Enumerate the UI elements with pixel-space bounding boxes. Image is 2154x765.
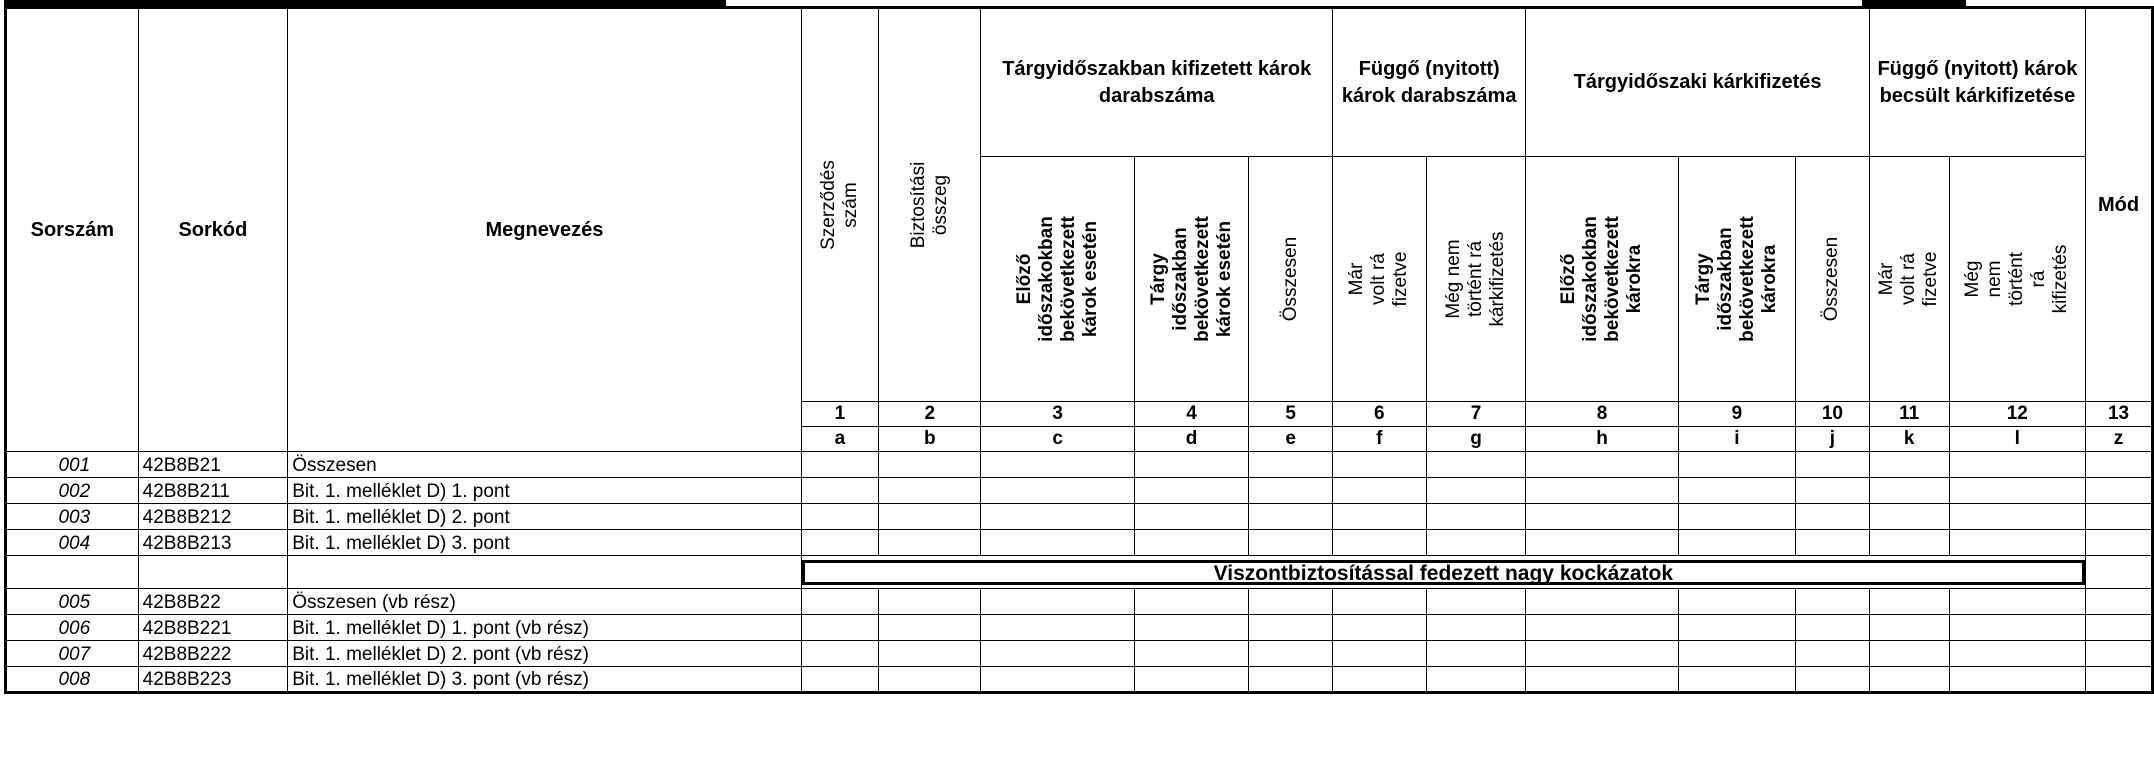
subheader [981, 157, 1134, 402]
row-sorkod: 42B8B21 [138, 452, 288, 478]
col-number: 13 [2086, 402, 2153, 427]
data-cell[interactable] [981, 530, 1134, 556]
col-number: 7 [1426, 402, 1526, 427]
col-letter: j [1796, 427, 1870, 452]
data-cell[interactable] [1796, 452, 1870, 478]
data-cell[interactable] [1869, 504, 1949, 530]
row-sorszam: 007 [6, 641, 139, 667]
data-cell[interactable] [1869, 530, 1949, 556]
col-number: 10 [1796, 402, 1870, 427]
data-cell[interactable] [1526, 615, 1678, 641]
row-sorkod: 42B8B213 [138, 530, 288, 556]
data-cell[interactable] [1949, 589, 2086, 615]
data-cell[interactable] [1949, 615, 2086, 641]
table-row [6, 615, 2153, 641]
header-megnevezes: Megnevezés [288, 8, 801, 452]
subheader-text: Tárgy időszakban bekövetkezett károkra [1692, 216, 1780, 342]
col-letter: z [2086, 427, 2153, 452]
data-cell[interactable] [1526, 530, 1678, 556]
data-cell[interactable] [1678, 530, 1795, 556]
subheader [1332, 157, 1426, 402]
row-megnevezes: Bit. 1. melléklet D) 2. pont [288, 504, 801, 530]
data-cell[interactable] [801, 452, 879, 478]
data-cell[interactable] [1949, 478, 2086, 504]
table-row [6, 452, 2153, 478]
data-cell[interactable] [1249, 641, 1333, 667]
table-row [6, 530, 2153, 556]
data-cell[interactable] [1869, 641, 1949, 667]
data-cell[interactable] [981, 452, 1134, 478]
data-cell[interactable] [2086, 530, 2153, 556]
data-cell[interactable] [1134, 452, 1249, 478]
row-megnevezes: Bit. 1. melléklet D) 2. pont (vb rész) [288, 641, 801, 667]
row-sorkod: 42B8B211 [138, 478, 288, 504]
row-megnevezes: Bit. 1. melléklet D) 3. pont [288, 530, 801, 556]
data-cell[interactable] [1249, 615, 1333, 641]
band-blank [6, 556, 139, 589]
subheader [1134, 157, 1249, 402]
data-cell[interactable] [1249, 478, 1333, 504]
data-cell[interactable] [1134, 504, 1249, 530]
data-cell[interactable] [879, 589, 981, 615]
col-letter: e [1249, 427, 1333, 452]
header-szerzodes-text: Szerződés szám [817, 160, 861, 250]
subheader [1426, 157, 1526, 402]
col-number: 5 [1249, 402, 1333, 427]
header-sorkod: Sorkód [138, 8, 288, 452]
header-sorszam: Sorszám [6, 8, 139, 452]
data-cell[interactable] [1869, 452, 1949, 478]
header-biztositasi [879, 8, 981, 402]
header-group-payment: Tárgyidőszaki kárkifizetés [1526, 8, 1869, 157]
section-band-title: Viszontbiztosítással fedezett nagy kockázatok [802, 560, 2085, 585]
band-blank [138, 556, 288, 589]
data-cell[interactable] [2086, 452, 2153, 478]
data-cell[interactable] [2086, 615, 2153, 641]
col-letter: k [1869, 427, 1949, 452]
data-cell[interactable] [1869, 667, 1949, 693]
col-letter: i [1678, 427, 1795, 452]
row-sorszam: 006 [6, 615, 139, 641]
data-cell[interactable] [1678, 589, 1795, 615]
col-number: 6 [1332, 402, 1426, 427]
data-cell[interactable] [1134, 530, 1249, 556]
report-table [4, 6, 2154, 694]
data-cell[interactable] [1796, 641, 1870, 667]
data-cell[interactable] [879, 504, 981, 530]
data-cell[interactable] [1526, 667, 1678, 693]
data-cell[interactable] [2086, 641, 2153, 667]
data-cell[interactable] [1526, 641, 1678, 667]
data-cell[interactable] [1134, 667, 1249, 693]
data-cell[interactable] [1678, 667, 1795, 693]
data-cell[interactable] [1249, 504, 1333, 530]
row-sorkod: 42B8B222 [138, 641, 288, 667]
col-letter: b [879, 427, 981, 452]
data-cell[interactable] [1332, 530, 1426, 556]
col-letter: g [1426, 427, 1526, 452]
data-cell[interactable] [801, 667, 879, 693]
data-cell[interactable] [879, 641, 981, 667]
data-cell[interactable] [1249, 667, 1333, 693]
subheader [1949, 157, 2086, 402]
row-megnevezes: Bit. 1. melléklet D) 1. pont (vb rész) [288, 615, 801, 641]
data-cell[interactable] [1796, 530, 1870, 556]
subheader-text: Már volt rá fizetve [1876, 251, 1942, 307]
col-letter: h [1526, 427, 1678, 452]
data-cell[interactable] [1332, 452, 1426, 478]
data-cell[interactable] [1134, 641, 1249, 667]
data-cell[interactable] [1426, 667, 1526, 693]
data-cell[interactable] [1949, 452, 2086, 478]
row-sorszam: 001 [6, 452, 139, 478]
subheader-text: Előző időszakokban bekövetkezett károk esetén [1013, 216, 1101, 342]
data-cell[interactable] [1134, 615, 1249, 641]
subheader [1796, 157, 1870, 402]
data-cell[interactable] [981, 641, 1134, 667]
data-cell[interactable] [801, 478, 879, 504]
col-number: 4 [1134, 402, 1249, 427]
data-cell[interactable] [1249, 530, 1333, 556]
header-mod: Mód [2086, 8, 2153, 402]
data-cell[interactable] [1426, 452, 1526, 478]
header-group-paid-count: Tárgyidőszakban kifizetett károk darabszáma [981, 8, 1333, 157]
data-cell[interactable] [1678, 504, 1795, 530]
col-letter: c [981, 427, 1134, 452]
row-megnevezes: Bit. 1. melléklet D) 3. pont (vb rész) [288, 667, 801, 693]
data-cell[interactable] [879, 615, 981, 641]
subheader-text: Előző időszakokban bekövetkezett károkra [1558, 216, 1646, 342]
data-cell[interactable] [1134, 478, 1249, 504]
data-cell[interactable] [981, 589, 1134, 615]
row-sorszam: 005 [6, 589, 139, 615]
data-cell[interactable] [1332, 667, 1426, 693]
data-cell[interactable] [1526, 478, 1678, 504]
row-sorszam: 008 [6, 667, 139, 693]
col-letter: f [1332, 427, 1426, 452]
band-blank [288, 556, 801, 589]
data-cell[interactable] [1249, 589, 1333, 615]
data-cell[interactable] [1249, 452, 1333, 478]
subheader [1526, 157, 1678, 402]
data-cell[interactable] [1869, 589, 1949, 615]
subheader-text: Már volt rá fizetve [1346, 251, 1412, 307]
data-cell[interactable] [1134, 589, 1249, 615]
row-sorszam: 004 [6, 530, 139, 556]
section-band-row [6, 556, 2153, 589]
subheader-text: Összesen [1821, 236, 1843, 322]
data-cell[interactable] [1426, 615, 1526, 641]
subheader-text: Tárgy időszakban bekövetkezett károk esetén [1147, 216, 1235, 342]
data-cell[interactable] [1678, 452, 1795, 478]
subheader-text: Még nem történt rá kárkifizetés [1443, 231, 1509, 327]
data-cell[interactable] [879, 452, 981, 478]
data-cell[interactable] [1526, 589, 1678, 615]
col-letter: a [801, 427, 879, 452]
data-cell[interactable] [1796, 504, 1870, 530]
col-number: 1 [801, 402, 879, 427]
data-cell[interactable] [1332, 641, 1426, 667]
subheader-text: Még nem történt rá kifizetés [1962, 244, 2072, 314]
col-number: 8 [1526, 402, 1678, 427]
data-cell[interactable] [801, 530, 879, 556]
row-sorkod: 42B8B223 [138, 667, 288, 693]
data-cell[interactable] [2086, 667, 2153, 693]
data-cell[interactable] [1332, 615, 1426, 641]
header-szerzodes [801, 8, 879, 402]
header-biztositasi-text: Biztosítási összeg [907, 161, 951, 249]
data-cell[interactable] [1796, 478, 1870, 504]
data-cell[interactable] [801, 615, 879, 641]
data-cell[interactable] [1678, 615, 1795, 641]
col-letter: l [1949, 427, 2086, 452]
data-cell[interactable] [2086, 478, 2153, 504]
data-cell[interactable] [801, 504, 879, 530]
row-sorszam: 003 [6, 504, 139, 530]
data-cell[interactable] [1678, 641, 1795, 667]
data-cell[interactable] [1332, 504, 1426, 530]
data-cell[interactable] [879, 478, 981, 504]
data-cell[interactable] [1426, 589, 1526, 615]
row-sorszam: 002 [6, 478, 139, 504]
data-cell[interactable] [1796, 615, 1870, 641]
data-cell[interactable] [879, 667, 981, 693]
table-row [6, 667, 2153, 693]
data-cell[interactable] [1426, 530, 1526, 556]
data-cell[interactable] [801, 589, 879, 615]
row-sorkod: 42B8B22 [138, 589, 288, 615]
col-number: 3 [981, 402, 1134, 427]
data-cell[interactable] [2086, 589, 2153, 615]
table-row [6, 504, 2153, 530]
row-megnevezes: Bit. 1. melléklet D) 1. pont [288, 478, 801, 504]
col-number: 11 [1869, 402, 1949, 427]
row-megnevezes: Összesen [288, 452, 801, 478]
data-cell[interactable] [2086, 504, 2153, 530]
data-cell[interactable] [1426, 504, 1526, 530]
header-group-open-count: Függő (nyitott) károk darabszáma [1332, 8, 1525, 157]
data-cell[interactable] [981, 478, 1134, 504]
data-cell[interactable] [981, 667, 1134, 693]
data-cell[interactable] [1796, 667, 1870, 693]
data-cell[interactable] [879, 530, 981, 556]
table-row [6, 589, 2153, 615]
data-cell[interactable] [1949, 641, 2086, 667]
data-cell[interactable] [1949, 530, 2086, 556]
data-cell[interactable] [1869, 478, 1949, 504]
data-cell[interactable] [1949, 667, 2086, 693]
data-cell[interactable] [1526, 452, 1678, 478]
data-cell[interactable] [981, 504, 1134, 530]
table-row [6, 478, 2153, 504]
data-cell[interactable] [1526, 504, 1678, 530]
data-cell[interactable] [981, 615, 1134, 641]
row-sorkod: 42B8B221 [138, 615, 288, 641]
row-megnevezes: Összesen (vb rész) [288, 589, 801, 615]
subheader [1869, 157, 1949, 402]
section-band [801, 556, 2085, 589]
subheader-text: Összesen [1279, 236, 1301, 322]
data-cell[interactable] [1949, 504, 2086, 530]
col-letter: d [1134, 427, 1249, 452]
col-number: 12 [1949, 402, 2086, 427]
data-cell[interactable] [1869, 615, 1949, 641]
data-cell[interactable] [1332, 589, 1426, 615]
col-number: 9 [1678, 402, 1795, 427]
header-group-open-estimate: Függő (nyitott) károk becsült kárkifizetése [1869, 8, 2085, 157]
data-cell[interactable] [1678, 478, 1795, 504]
data-cell[interactable] [801, 641, 879, 667]
data-cell[interactable] [1426, 641, 1526, 667]
row-sorkod: 42B8B212 [138, 504, 288, 530]
subheader [1678, 157, 1795, 402]
table-row [6, 641, 2153, 667]
band-blank [2086, 556, 2153, 589]
data-cell[interactable] [1332, 478, 1426, 504]
col-number: 2 [879, 402, 981, 427]
data-cell[interactable] [1796, 589, 1870, 615]
data-cell[interactable] [1426, 478, 1526, 504]
subheader [1249, 157, 1333, 402]
